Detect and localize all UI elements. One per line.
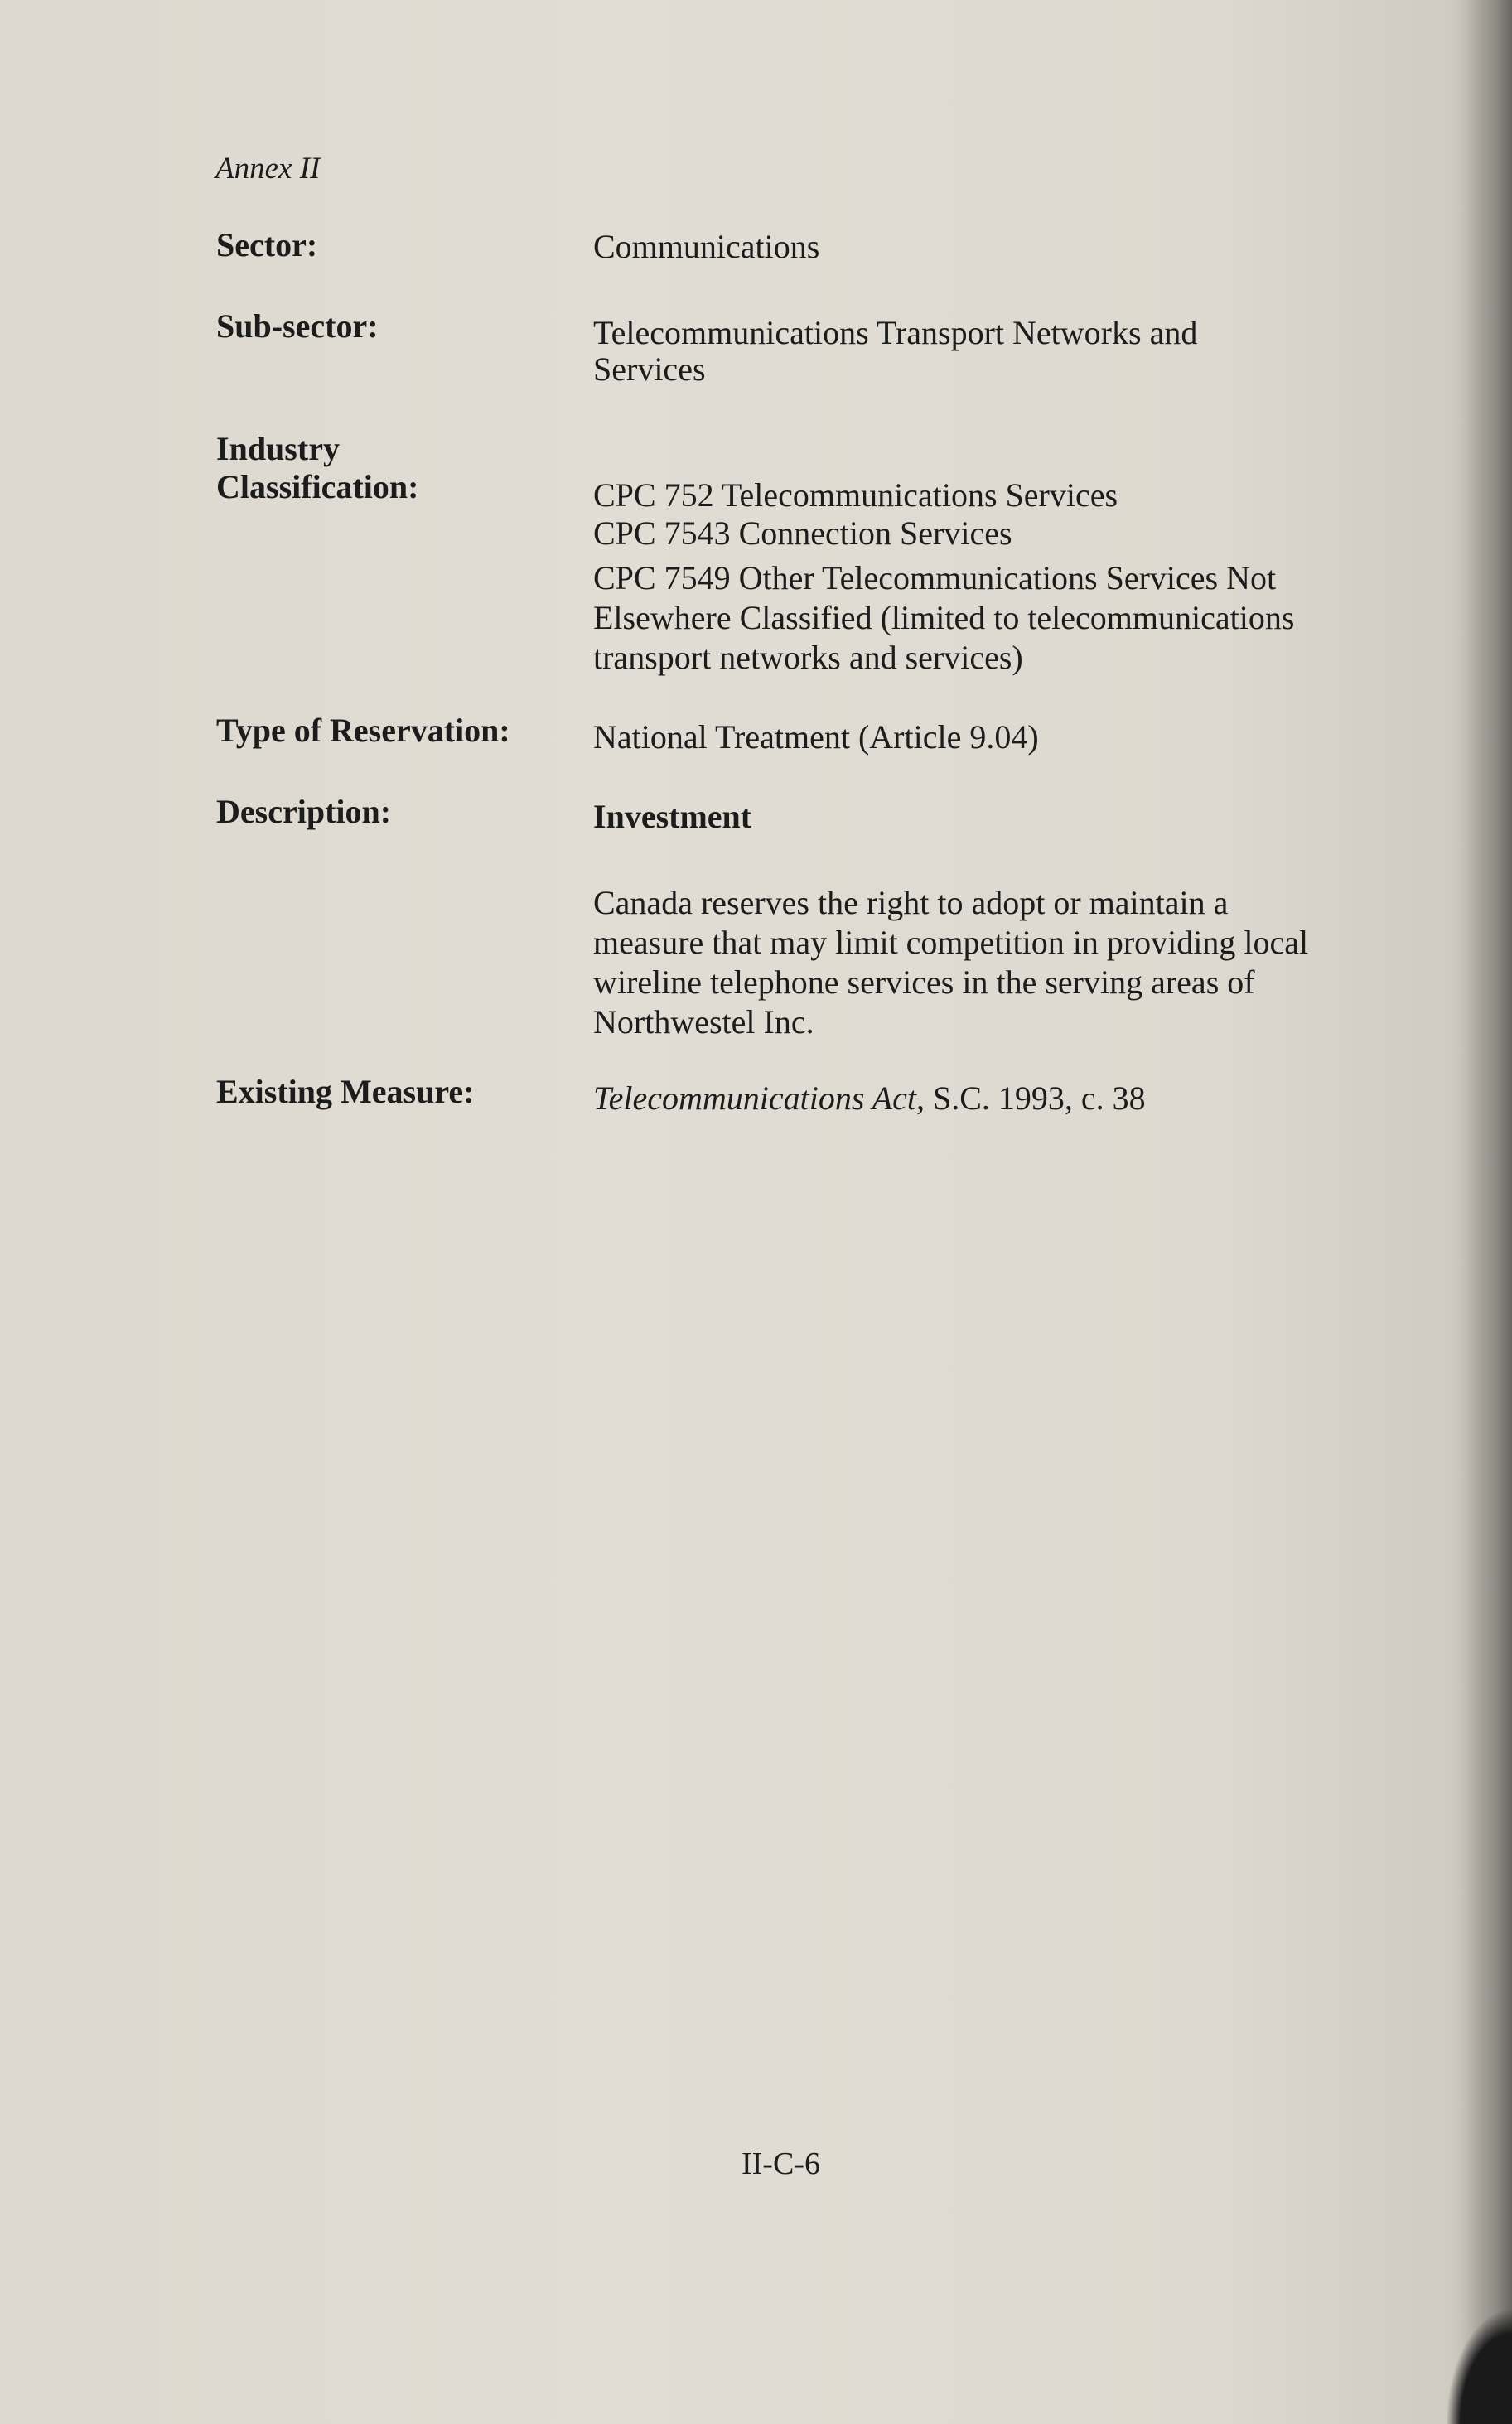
description-line-4: Northwestel Inc. [593, 1003, 814, 1041]
sub-sector-label: Sub-sector: [216, 307, 379, 345]
act-title: Telecommunications Act [593, 1079, 916, 1117]
page-edge-shadow [1462, 0, 1512, 2424]
description-line-1: Canada reserves the right to adopt or maintain a [593, 884, 1229, 921]
description-heading: Investment [593, 798, 752, 835]
classification-line-3: CPC 7549 Other Telecommunications Services Not [593, 559, 1277, 596]
classification-line-1: CPC 752 Telecommunications Services [593, 476, 1118, 514]
existing-measure-value [593, 1079, 1146, 1118]
sector-value: Communications [593, 228, 820, 265]
sub-sector-value-line-2: Services [593, 350, 706, 388]
classification-line-5: transport networks and services) [593, 639, 1023, 676]
reservation-type-label: Type of Reservation: [216, 712, 510, 749]
classification-line-2: CPC 7543 Connection Services [593, 514, 1012, 552]
sub-sector-value-line-1: Telecommunications Transport Networks and [593, 314, 1198, 351]
sector-label: Sector: [216, 226, 318, 263]
page-corner-shadow [1446, 2308, 1512, 2424]
existing-measure-label: Existing Measure: [216, 1073, 475, 1110]
description-label: Description: [216, 793, 392, 830]
act-citation: , S.C. 1993, c. 38 [915, 1079, 1146, 1117]
description-line-2: measure that may limit competition in providing local [593, 924, 1309, 961]
classification-line-4: Elsewhere Classified (limited to telecommunications [593, 599, 1295, 636]
annex-heading: Annex II [215, 152, 321, 186]
page-number: II-C-6 [742, 2146, 820, 2181]
industry-label-line-1: Industry [216, 430, 340, 467]
reservation-type-value: National Treatment (Article 9.04) [593, 718, 1039, 756]
description-line-3: wireline telephone services in the serving areas of [593, 963, 1255, 1001]
industry-label-line-2: Classification: [216, 468, 419, 505]
